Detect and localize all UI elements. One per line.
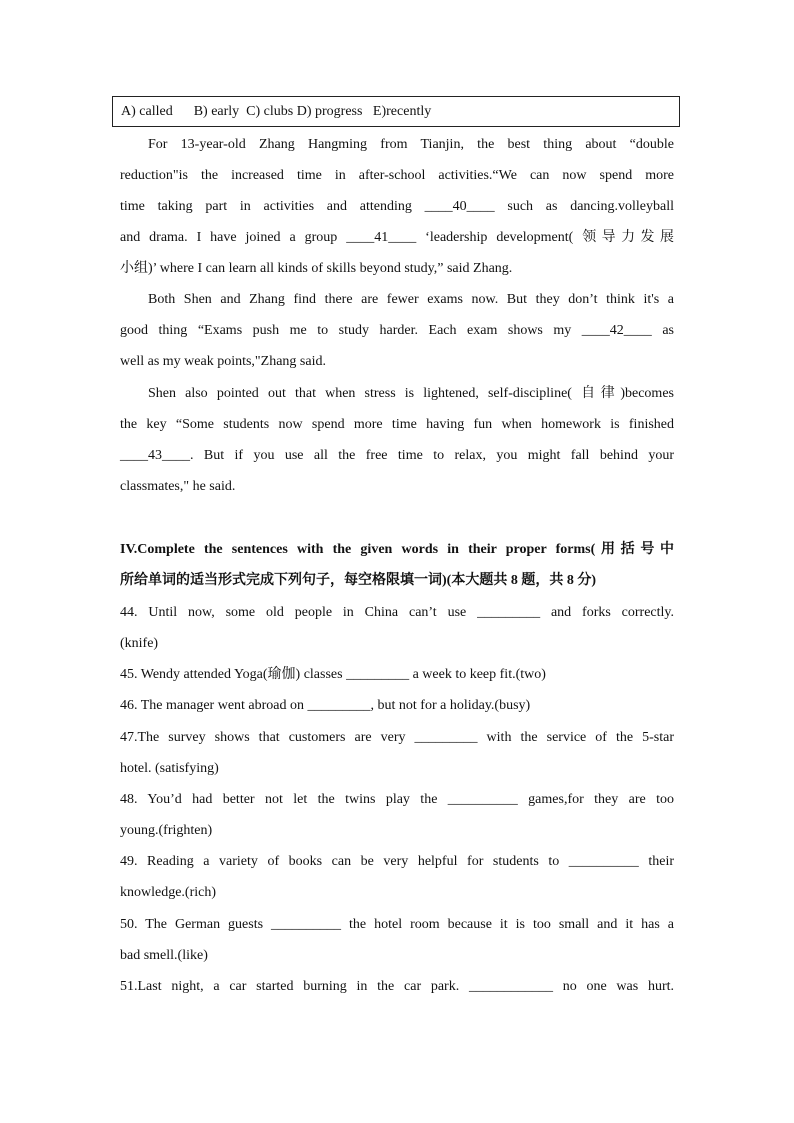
question-50-line2: bad smell.(like) [120,948,208,963]
section4-heading-line1: IV.Complete the sentences with the given words in their proper forms(用括号中 [120,542,674,557]
passage-p3-line3: ____43____. But if you use all the free time to relax, you might fall behind your [120,448,674,463]
question-45: 45. Wendy attended Yoga(瑜伽) classes _________ a week to keep fit.(two) [120,667,546,682]
question-48-line1: 48. You’d had better not let the twins play the __________ games,for they are too [120,792,674,807]
passage-p2-line2: good thing “Exams push me to study harder. Each exam shows my ____42____ as [120,323,674,338]
question-46: 46. The manager went abroad on _________, but not for a holiday.(busy) [120,698,531,713]
passage-p2-line1: Both Shen and Zhang find there are fewer exams now. But they don’t think it's a [148,292,674,307]
question-50-line1: 50. The German guests __________ the hotel room because it is too small and it has a [120,917,674,932]
passage-p3-line2: the key “Some students now spend more time having fun when homework is finished [120,417,674,432]
passage-p1-line1: For 13-year-old Zhang Hangming from Tianjin, the best thing about “double [148,137,674,152]
passage-p1-line2: reduction"is the increased time in after-school activities.“We can now spend more [120,168,674,183]
passage-p1-line5: 小组)’ where I can learn all kinds of skills beyond study,” said Zhang. [120,261,513,276]
question-49-line1: 49. Reading a variety of books can be very helpful for students to __________ their [120,854,674,869]
question-47-line2: hotel. (satisfying) [120,761,219,776]
passage-p1-line3: time taking part in activities and attending ____40____ such as dancing.volleyball [120,199,674,214]
question-44-line2: (knife) [120,636,159,651]
options-box [112,96,680,127]
question-49-line2: knowledge.(rich) [120,885,217,900]
passage-p1-line4: and drama. I have joined a group ____41____ ‘leadership development( 领导力发展 [120,230,674,245]
question-51: 51.Last night, a car started burning in the car park. ____________ no one was hurt. [120,979,674,994]
question-48-line2: young.(frighten) [120,823,213,838]
section4-heading-line2: 所给单词的适当形式完成下列句子，每空格限填一词)(本大题共 8 题，共 8 分) [120,573,596,588]
question-44-line1: 44. Until now, some old people in China can’t use _________ and forks correctly. [120,605,674,620]
passage-p3-line1: Shen also pointed out that when stress is lightened, self-discipline( 自律)becomes [148,386,674,401]
passage-p3-line4: classmates," he said. [120,479,236,494]
question-47-line1: 47.The survey shows that customers are very _________ with the service of the 5-star [120,730,674,745]
options-text: A) called B) early C) clubs D) progress E)recently [121,104,432,119]
passage-p2-line3: well as my weak points,"Zhang said. [120,354,326,369]
